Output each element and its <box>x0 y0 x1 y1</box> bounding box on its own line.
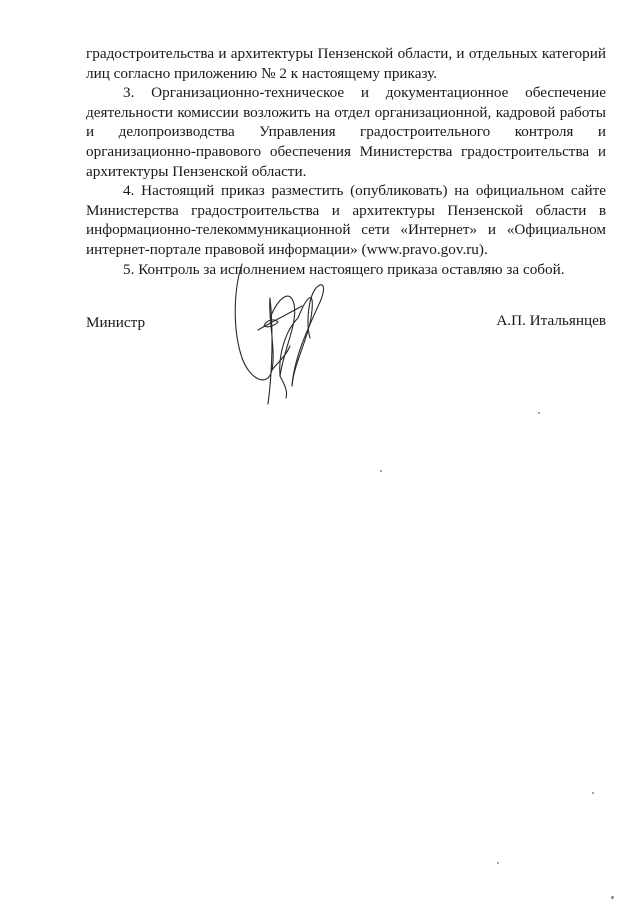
scan-speck <box>592 792 594 794</box>
scan-speck <box>611 896 614 899</box>
handwritten-signature <box>228 258 338 410</box>
scan-speck <box>538 412 540 414</box>
signatory-title: Министр <box>86 314 146 331</box>
paragraph-continuation: градостроительства и архитектуры Пензенской области, и отдельных категорий лиц согласно приложению № 2 к настоящему приказу. <box>86 45 606 82</box>
paragraph-5: 5. Контроль за исполнением настоящего приказа оставляю за собой. <box>123 260 565 278</box>
signatory-name: А.П. Итальянцев <box>496 312 606 329</box>
paragraph-4: 4. Настоящий приказ разместить (опубликовать) на официальном сайте Министерства градостроительства и архитектуры Пензенской области в информационно-телекоммуникационной сети «Интернет» и «Официальном интернет-портале правовой информации» (www.pravo.gov.ru). <box>86 182 606 258</box>
scan-speck <box>380 470 382 472</box>
scan-speck <box>497 862 499 864</box>
document-body <box>86 44 606 279</box>
paragraph-3: 3. Организационно-техническое и документационное обеспечение деятельности комиссии возложить на отдел организационной, кадровой работы и делопроизводства Управления градостроительного контроля и организационно-правового обеспечения Министерства градостроительства и архитектуры Пензенской области. <box>86 84 606 180</box>
